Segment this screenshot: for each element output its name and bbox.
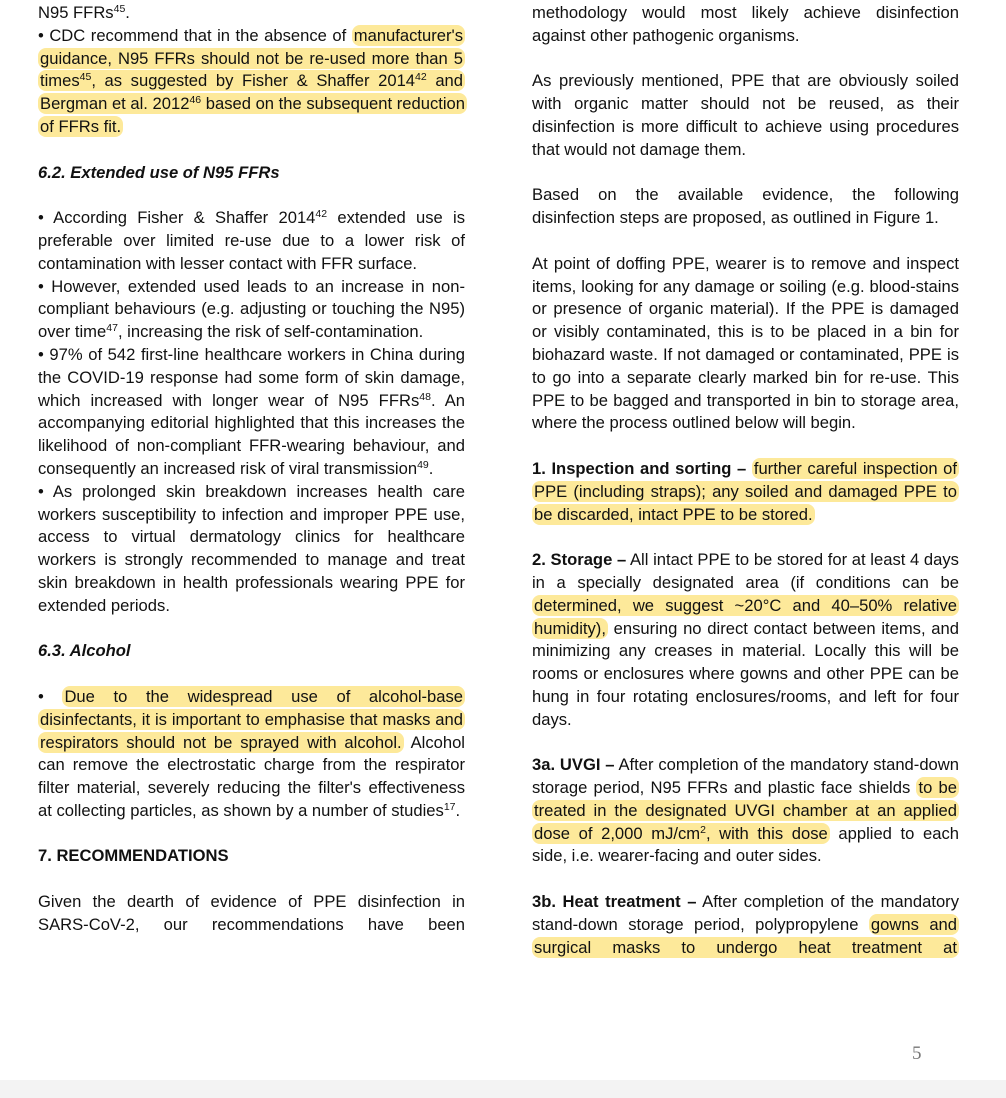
section-heading-6-2: 6.2. Extended use of N95 FFRs	[38, 162, 280, 182]
soiled-ppe-paragraph: As previously mentioned, PPE that are obviously soiled with organic matter should not be reused, as their disinfection is more difficult to achieve using procedures that would not damage them.	[532, 71, 959, 159]
citation: 49	[417, 458, 429, 471]
step-uvgi: 3a. UVGI – After completion of the mandatory stand-down storage period, N95 FFRs and plastic face shields to be treated in the designated UVGI chamber at an applied dose of 2,000 $mJ/cm^2$, with this dose applied to each side, i.e. wearer-facing and outer sides.	[532, 755, 959, 866]
citation: 42	[415, 71, 427, 84]
citation: 45	[113, 3, 126, 15]
highlight: gowns and surgical masks to undergo heat treatment at	[534, 914, 958, 957]
citation: 46	[189, 94, 202, 107]
step-storage: 2. Storage – All intact PPE to be stored for at least 4 days in a specially designated area (if conditions can be determined, we suggest ~20°C and 40–50% relative humidity), ensuring no direct contact between items, and minimizing any creases in material. Locally this will be rooms or enclosures where gowns and other PPE can be hung in four rotating enclosures/rooms, and left for four days.	[532, 550, 959, 729]
bullet-skin-damage: • 97% of 542 first-line healthcare workers in China during the COVID-19 response had some form of skin damage, which increased with longer wear of N95 FFRs$^{48}$. An accompanying editorial highlighted that this increases the likelihood of non-compliant FFR-wearing behaviour, and consequently an increased risk of viral transmission$^{49}$.	[38, 344, 465, 478]
paragraph-fragment: N95 FFRs$^{45}$.	[38, 3, 130, 22]
page-number: 5	[912, 1043, 922, 1064]
citation: 17	[443, 800, 456, 813]
highlight: Due to the widespread use of alcohol-base disinfectants, it is important to emphasise that masks and respirators should not be sprayed with alcohol.	[40, 686, 464, 752]
recommendations-paragraph: Given the dearth of evidence of PPE disinfection in SARS-CoV-2, our recommendations have been	[38, 892, 465, 934]
step-heat-treatment: 3b. Heat treatment – After completion of the mandatory stand-down storage period, polypropylene gowns and surgical masks to undergo heat treatment at	[532, 892, 959, 957]
highlight: further careful inspection of PPE (including straps); any soiled and damaged PPE to be discarded, intact PPE to be stored.	[534, 458, 957, 524]
bullet-dermatology: • As prolonged skin breakdown increases health care workers susceptibility to infection and improper PPE use, access to virtual dermatology clinics for healthcare workers is strongly recommended to manage and treat skin breakdown in health professionals wearing PPE for extended periods.	[38, 481, 465, 615]
alcohol-paragraph: • Due to the widespread use of alcohol-base disinfectants, it is important to emphasise that masks and respirators should not be sprayed with alcohol. Alcohol can remove the electrostatic charge from the respirator filter material, severely reducing the filter's effectiveness at collecting particles, as shown by a number of studies$^{17}$.	[38, 686, 465, 820]
disinfection-steps-intro: Based on the available evidence, the following disinfection steps are proposed, as outlined in Figure 1.	[532, 185, 959, 228]
citation: 48	[419, 390, 431, 403]
left-column	[38, 2, 465, 937]
citation: 42	[315, 208, 328, 221]
citation: 45	[79, 71, 92, 84]
section-heading-7: 7. RECOMMENDATIONS	[38, 846, 229, 866]
step-heading: 3b. Heat treatment –	[532, 892, 697, 912]
cdc-bullet: • CDC recommend that in the absence of manufacturer's guidance, N95 FFRs should not be re-used more than 5 times$^{45}$, as suggested by Fisher & Shaffer 2014$^{42}$ and Bergman et al. 2012$^{46}$ based on the subsequent reduction of FFRs fit.	[38, 25, 465, 136]
step-heading: 1. Inspection and sorting –	[532, 458, 747, 478]
highlight: determined, we suggest ~20°C and 40–50% relative humidity),	[534, 595, 957, 638]
step-heading: 2. Storage –	[532, 550, 627, 570]
section-heading-6-3: 6.3. Alcohol	[38, 641, 131, 661]
step-inspection-sorting	[532, 458, 959, 526]
bullet-non-compliant: • However, extended used leads to an increase in non-compliant behaviours (e.g. adjusting or touching the N95) over time$^{47}$, increasing the risk of self-contamination.	[38, 276, 465, 342]
bullet-extended-use: • According Fisher & Shaffer 2014$^{42}$ extended use is preferable over limited re-use due to a lower risk of contamination with lesser contact with FFR surface.	[38, 208, 465, 273]
viewer-bottom-edge	[0, 1080, 1006, 1098]
citation: 47	[106, 322, 118, 335]
doffing-paragraph: At point of doffing PPE, wearer is to remove and inspect items, looking for any damage or soiling (e.g. blood-stains or presence of organic material). If the PPE is damaged or visibly contaminated, this is to be placed in a bin for biohazard waste. If not damaged or contaminated, PPE is to go into a separate clearly marked bin for re-use. This PPE to be bagged and transported in bin to storage area, where the process outlined below will begin.	[532, 253, 959, 433]
highlight: to be treated in the designated UVGI chamber at an applied dose of 2,000 $mJ/cm^2$, with this dose	[534, 778, 957, 843]
superscript: 2	[700, 823, 706, 836]
step-heading: 3a. UVGI –	[532, 755, 615, 775]
right-column	[532, 2, 959, 959]
highlight: manufacturer's guidance, N95 FFRs should not be re-used more than 5 times$^{45}$, as suggested by Fisher & Shaffer 2014$^{42}$ and Bergman et al. 2012$^{46}$ based on the subsequent reduction of FFRs fit.	[40, 25, 465, 136]
paragraph-fragment: methodology would most likely achieve disinfection against other pathogenic organisms.	[532, 3, 959, 45]
